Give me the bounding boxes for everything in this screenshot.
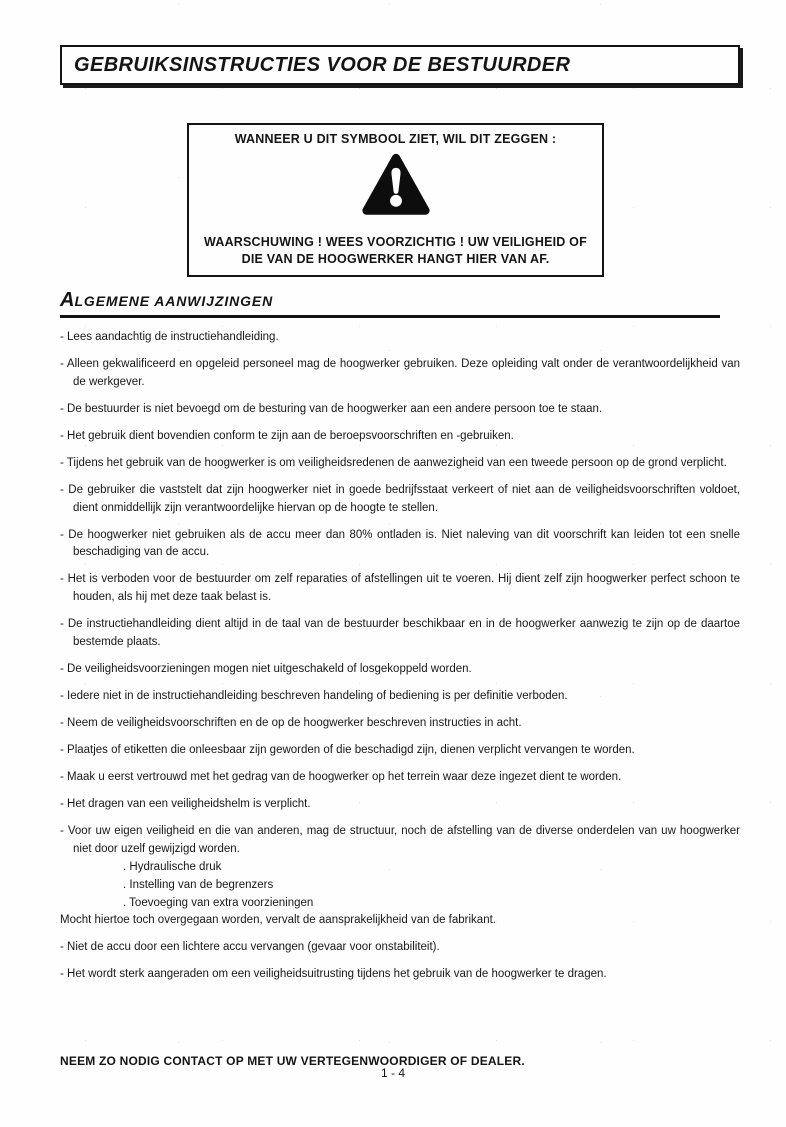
list-item: - Het wordt sterk aangeraden om een veiligheidsuitrusting tijdens het gebruik van de hoogwerker te dragen. (60, 968, 607, 981)
liability-note: Mocht hiertoe toch overgegaan worden, vervalt de aansprakelijkheid van de fabrikant. (60, 914, 496, 927)
warning-box-caption (189, 234, 602, 268)
sub-list-item: . Hydraulische druk (123, 860, 222, 873)
warning-caption-line1: WAARSCHUWING ! WEES VOORZICHTIG ! UW VEILIGHEID OF (204, 235, 587, 249)
list-item-with-sublist (60, 823, 740, 931)
section-heading-rest: LGEMENE AANWIJZINGEN (74, 293, 274, 309)
list-item: - Maak u eerst vertrouwd met het gedrag van de hoogwerker op het terrein waar deze ingezet dient te worden. (60, 770, 622, 783)
instructions-list (60, 329, 740, 993)
list-item: - Het is verboden voor de bestuurder om zelf reparaties of afstellingen uit te voeren. Hij dient zelf zijn hoogwerker perfect schoon te houden, als hij met deze taak belast is. (60, 573, 740, 604)
contact-note: NEEM ZO NODIG CONTACT OP MET UW VERTEGENWOORDIGER OF DEALER. (60, 1054, 525, 1068)
warning-box-header: WANNEER U DIT SYMBOOL ZIET, WIL DIT ZEGGEN : (234, 132, 557, 146)
list-item: - Lees aandachtig de instructiehandleiding. (60, 331, 279, 343)
page-title: GEBRUIKSINSTRUCTIES VOOR DE BESTUURDER (74, 53, 571, 76)
section-heading-initial: A (60, 289, 75, 311)
list-item: - Het dragen van een veiligheidshelm is verplicht. (60, 797, 311, 810)
sub-list-item: . Toevoeging van extra voorzieningen (123, 896, 314, 909)
list-item: - De instructiehandleiding dient altijd in de taal van de bestuurder beschikbaar en in de hoogwerker aanwezig te zijn op de daartoe bestemde plaats. (60, 618, 740, 649)
list-item: - De veiligheidsvoorzieningen mogen niet uitgeschakeld of losgekoppeld worden. (60, 663, 472, 676)
list-item: - Iedere niet in de instructiehandleiding beschreven handeling of bediening is per definitie verboden. (60, 690, 568, 703)
sub-list-item: . Instelling van de begrenzers (123, 878, 274, 891)
list-item: - Tijdens het gebruik van de hoogwerker is om veiligheidsredenen de aanwezigheid van een tweede persoon op de grond verplicht. (60, 456, 727, 469)
warning-box (187, 123, 604, 277)
list-item: - De bestuurder is niet bevoegd om de besturing van de hoogwerker aan een andere persoon toe te staan. (60, 402, 603, 415)
section-heading (60, 289, 720, 318)
warning-caption-line2: DIE VAN DE HOOGWERKER HANGT HIER VAN AF. (241, 252, 550, 266)
list-item: - Niet de accu door een lichtere accu vervangen (gevaar voor onstabiliteit). (60, 941, 440, 954)
list-item: - De gebruiker die vaststelt dat zijn hoogwerker niet in goede bedrijfsstaat verkeert of niet aan de veiligheidsvoorschriften voldoet, dient onmiddellijk zijn verantwoordelijke hiervan op de hoogte te stellen. (60, 483, 740, 514)
page-number: 1 - 4 (380, 1066, 405, 1080)
list-item: - Neem de veiligheidsvoorschriften en de op de hoogwerker beschreven instructies in acht. (60, 717, 522, 729)
list-item: - Het gebruik dient bovendien conform te zijn aan de beroepsvoorschriften en -gebruiken. (60, 429, 514, 442)
list-item: - Alleen gekwalificeerd en opgeleid personeel mag de hoogwerker gebruiken. Deze opleiding valt onder de verantwoordelijkheid van de werkgever. (60, 357, 740, 388)
list-item: - De hoogwerker niet gebruiken als de accu meer dan 80% ontladen is. Niet naleving van dit voorschrift kan leiden tot een snelle beschadiging van de accu. (60, 528, 740, 559)
page-title-box (60, 45, 740, 85)
warning-triangle-icon (361, 151, 431, 217)
list-item: - Voor uw eigen veiligheid en die van anderen, mag de structuur, noch de afstelling van de diverse onderdelen van uw hoogwerker niet door uzelf gewijzigd worden. (60, 824, 740, 855)
list-item: - Plaatjes of etiketten die onleesbaar zijn geworden of die beschadigd zijn, dienen verplicht vervangen te worden. (60, 743, 635, 756)
